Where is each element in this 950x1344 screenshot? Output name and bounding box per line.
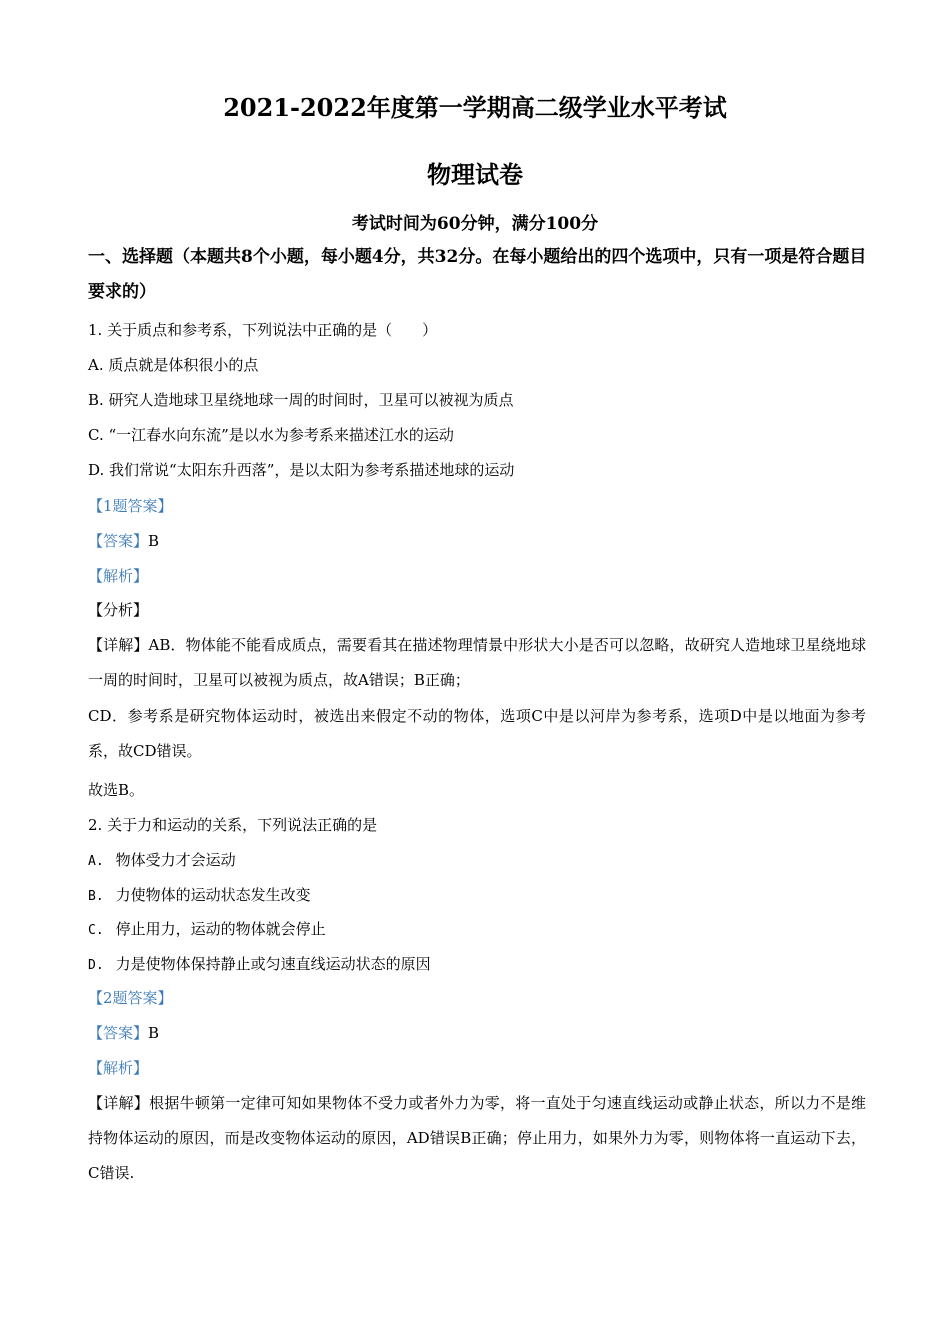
q1-option-d: D. 我们常说“太阳东升西落”，是以太阳为参考系描述地球的运动 xyxy=(88,461,515,479)
q2-option-c xyxy=(88,919,326,941)
q1-option-c: C. “一江春水向东流”是以水为参考系来描述江水的运动 xyxy=(88,426,454,444)
q2-answer-tag: 【2题答案】 xyxy=(88,989,173,1007)
detail-label: 【详解】 xyxy=(88,1094,150,1112)
option-letter: D. xyxy=(88,958,104,973)
detail-text: AB．物体能不能看成质点，需要看其在描述物理情景中形状大小是否可以忽略，故研究人造地球卫星绕地球一周的时间时，卫星可以被视为质点，故A错误；B正确； xyxy=(88,636,866,689)
option-text: 物体受力才会运动 xyxy=(115,851,236,869)
q1-option-b: B. 研究人造地球卫星绕地球一周的时间时，卫星可以被视为质点 xyxy=(88,391,514,409)
q1-analysis-tag: 【解析】 xyxy=(88,567,149,585)
q2-option-d xyxy=(88,954,431,976)
option-letter: C. xyxy=(88,923,104,938)
q1-option-a: A. 质点就是体积很小的点 xyxy=(88,356,259,374)
q1-fenxi: 【分析】 xyxy=(88,601,149,619)
detail-label: 【详解】 xyxy=(88,636,149,654)
q1-conclusion: 故选B。 xyxy=(88,781,145,799)
q1-detail xyxy=(88,628,866,698)
q2-stem: 2. 关于力和运动的关系，下列说法正确的是 xyxy=(88,816,378,834)
q2-option-a xyxy=(88,850,236,872)
option-letter: B. xyxy=(88,889,104,904)
exam-title: 2021-2022年度第一学期高二级学业水平考试 xyxy=(223,93,727,122)
detail-text: 根据牛顿第一定律可知如果物体不受力或者外力为零，将一直处于匀速直线运动或静止状态，所以力不是维持物体运动的原因，而是改变物体运动的原因，AD错误B正确；停止用力，如果外力为零，则物体将一直运动下去，C错误. xyxy=(88,1094,866,1182)
answer-value: B xyxy=(148,1024,160,1042)
option-text: 力使物体的运动状态发生改变 xyxy=(115,886,311,904)
option-text: 力是使物体保持静止或匀速直线运动状态的原因 xyxy=(115,955,431,973)
time-info: 考试时间为60分钟，满分100分 xyxy=(351,214,599,234)
q1-answer-tag: 【1题答案】 xyxy=(88,497,173,515)
q2-detail xyxy=(88,1086,866,1191)
q1-answer xyxy=(88,531,159,551)
option-text: 停止用力，运动的物体就会停止 xyxy=(115,920,326,938)
q2-answer xyxy=(88,1023,159,1043)
subject-title: 物理试卷 xyxy=(427,160,523,189)
answer-label: 【答案】 xyxy=(88,532,149,550)
q2-option-b xyxy=(88,885,311,907)
answer-label: 【答案】 xyxy=(88,1024,149,1042)
section-heading: 一、选择题（本题共8个小题，每小题4分，共32分。在每小题给出的四个选项中，只有一项是符合题目要求的） xyxy=(88,247,867,302)
q2-analysis-tag: 【解析】 xyxy=(88,1059,149,1077)
option-letter: A. xyxy=(88,854,104,869)
answer-value: B xyxy=(148,532,160,550)
q1-cd-text: CD．参考系是研究物体运动时，被选出来假定不动的物体，选项C中是以河岸为参考系，选项D中是以地面为参考系，故CD错误。 xyxy=(88,707,866,760)
q1-stem: 1. 关于质点和参考系，下列说法中正确的是（ ） xyxy=(88,321,438,339)
